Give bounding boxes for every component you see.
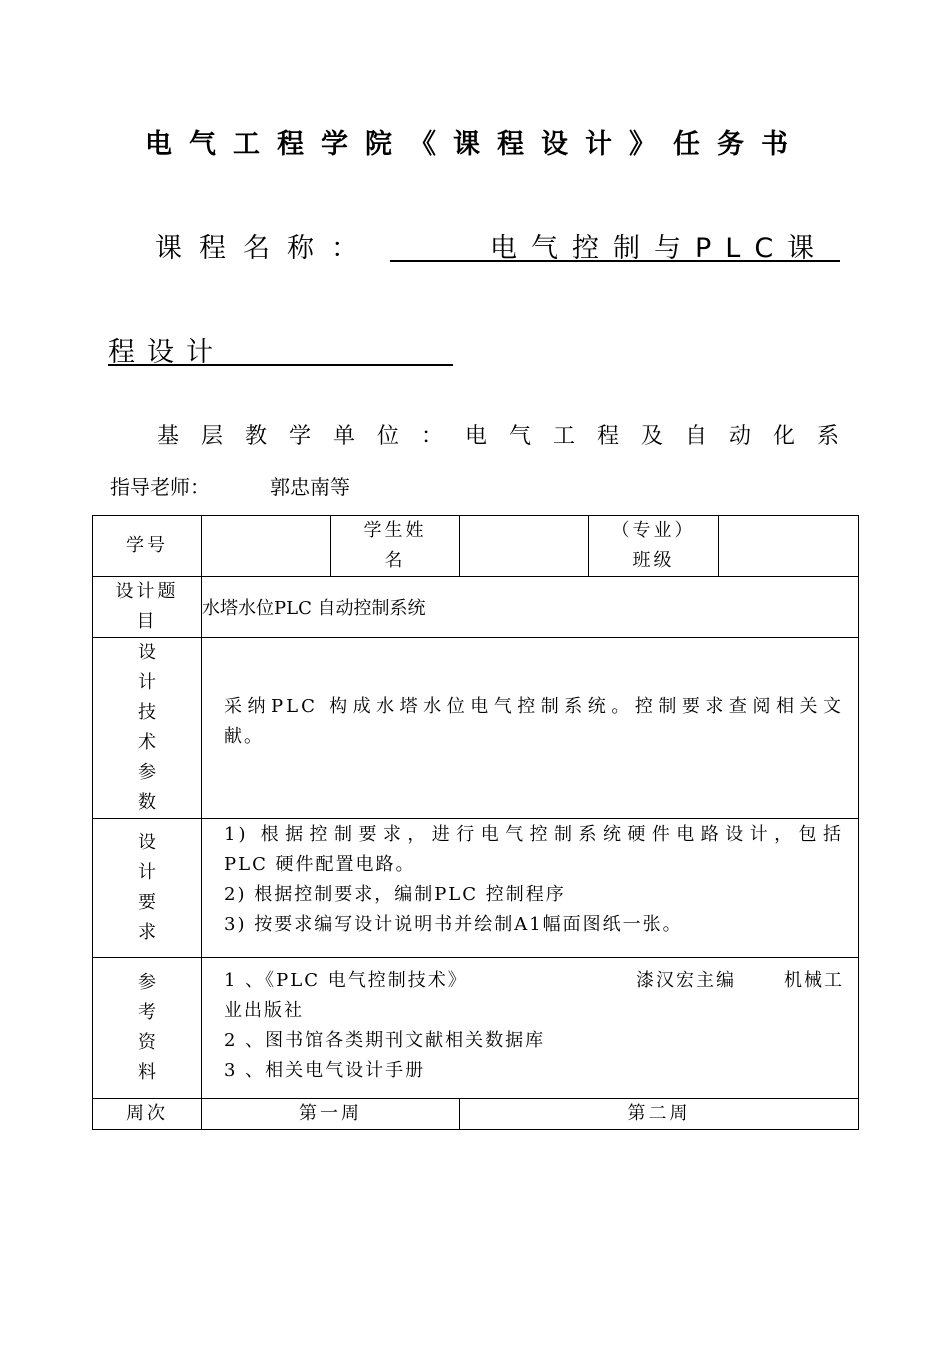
student-name-label-line2: 名: [384, 550, 406, 571]
course-name-value: 电气控制与PLC课: [390, 226, 840, 262]
course-name-continuation: 程设计: [108, 330, 453, 366]
class-label-line1: （专业）: [611, 520, 696, 541]
references-line-1-publisher: 机械工: [784, 970, 844, 991]
requirements-label-char: 计: [138, 862, 156, 883]
requirements-line-4: 3) 按要求编写设计说明书并绘制A1幅面图纸一张。: [224, 914, 683, 935]
requirements-label: [93, 819, 202, 958]
requirements-line-3: 2) 根据控制要求，编制PLC 控制程序: [224, 884, 566, 905]
topic-label-line1: 设计题: [115, 581, 179, 602]
topic-value: 水塔水位PLC 自动控制系统: [202, 577, 859, 638]
class-label: [589, 516, 719, 577]
requirements-label-char: 设: [138, 832, 156, 853]
student-name-label-line1: 学生姓: [363, 520, 427, 541]
params-label-char: 技: [138, 702, 156, 723]
params-line-2: 献。: [224, 726, 264, 747]
week-2: 第二周: [460, 1099, 859, 1130]
params-label-char: 数: [138, 792, 156, 813]
params-label-char: 参: [138, 762, 156, 783]
table-row-week: [93, 1099, 859, 1130]
student-id-label-text: 学号: [126, 535, 168, 556]
requirements-line-2: PLC 硬件配置电路。: [224, 854, 416, 875]
requirements-line-1: 1) 根据控制要求，进行电气控制系统硬件电路设计，包括: [224, 824, 844, 845]
requirements-content: [202, 819, 859, 958]
student-name-field[interactable]: [460, 516, 589, 577]
references-line-4: 3 、相关电气设计手册: [224, 1060, 426, 1081]
teaching-unit-label: 基层教学单位：: [157, 424, 466, 449]
params-content: [202, 638, 859, 819]
requirements-label-char: 要: [138, 892, 156, 913]
params-label-char: 设: [138, 642, 156, 663]
references-label-char: 资: [138, 1032, 156, 1053]
params-line-1: 采纳PLC 构成水塔水位电气控制系统。控制要求查阅相关文: [224, 696, 844, 717]
advisor-value: 郭忠南等: [270, 475, 350, 499]
task-table: [92, 515, 859, 1130]
references-label-char: 参: [138, 972, 156, 993]
references-label-char: 料: [138, 1062, 156, 1083]
table-row-params: [93, 638, 859, 819]
week-label: 周次: [93, 1099, 202, 1130]
params-label: [93, 638, 202, 819]
references-line-1-author: 漆汉宏主编: [636, 970, 736, 991]
teaching-unit-line: [157, 419, 862, 450]
student-id-field[interactable]: [202, 516, 331, 577]
class-label-line2: 班级: [632, 550, 675, 571]
references-line-3: 2 、图书馆各类期刊文献相关数据库: [224, 1030, 546, 1051]
teaching-unit-text: [157, 419, 861, 450]
references-line-1-title: 1 、《PLC 电气控制技术》: [224, 970, 468, 991]
references-content: [202, 958, 859, 1099]
class-field[interactable]: [719, 516, 859, 577]
table-row-references: [93, 958, 859, 1099]
references-line-1: [224, 966, 844, 996]
table-row-student: [93, 516, 859, 577]
references-line-2: 业出版社: [224, 1000, 304, 1021]
table-row-topic: [93, 577, 859, 638]
references-label: [93, 958, 202, 1099]
topic-label: [93, 577, 202, 638]
week-1: 第一周: [202, 1099, 460, 1130]
advisor-label: 指导老师：: [110, 475, 210, 499]
document-title: 电气工程学院《课程设计》任务书: [145, 129, 805, 160]
teaching-unit-value: 电气工程及自动化系: [465, 424, 862, 449]
student-name-label: [331, 516, 460, 577]
table-row-requirements: [93, 819, 859, 958]
references-label-char: 考: [138, 1002, 156, 1023]
requirements-label-char: 求: [138, 922, 156, 943]
params-label-char: 术: [138, 732, 156, 753]
params-label-char: 计: [138, 672, 156, 693]
student-id-label: [93, 516, 202, 577]
course-name-label: 课程名称：: [155, 233, 375, 264]
topic-label-line2: 目: [136, 611, 158, 632]
